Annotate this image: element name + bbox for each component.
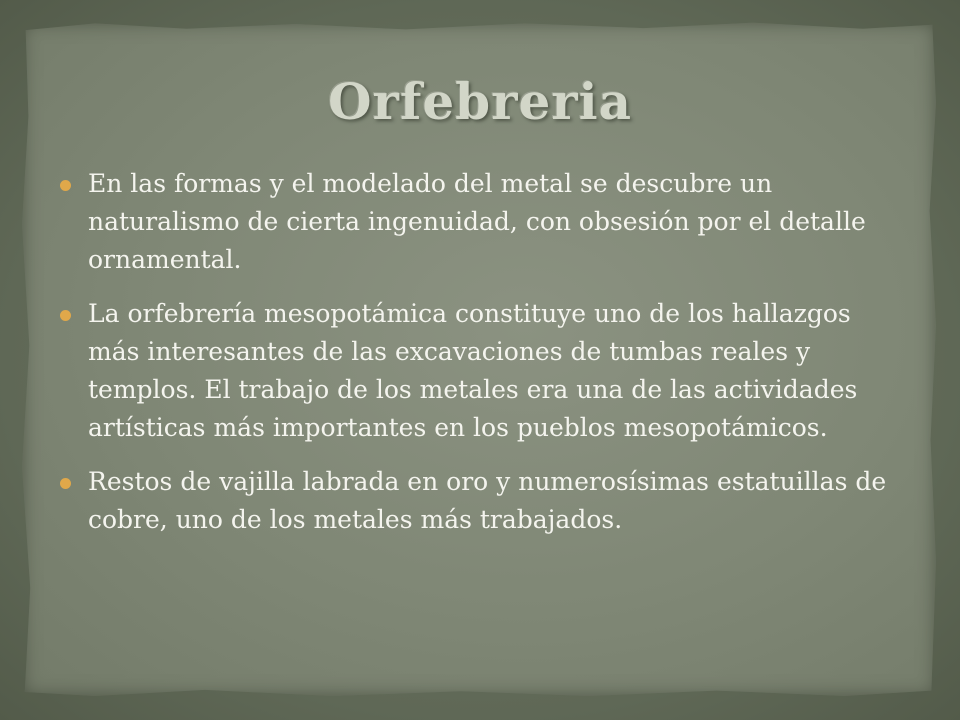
bullet-item [56, 295, 896, 447]
bullet-list [56, 165, 896, 555]
bullet-item [56, 165, 896, 279]
bullet-dot-icon [60, 478, 71, 489]
bullet-item [56, 463, 896, 539]
bullet-dot-icon [60, 180, 71, 191]
bullet-dot-icon [60, 310, 71, 321]
bullet-text: La orfebrería mesopotámica constituye uno de los hallazgos más interesantes de las excavaciones de tumbas reales y templos. El trabajo de los metales era una de las actividades artísticas más importantes en los pueblos mesopotámicos. [88, 299, 858, 442]
bullet-text: En las formas y el modelado del metal se descubre un naturalismo de cierta ingenuidad, con obsesión por el detalle ornamental. [88, 169, 866, 274]
bullet-text: Restos de vajilla labrada en oro y numerosísimas estatuillas de cobre, uno de los metales más trabajados. [88, 467, 887, 534]
slide-title: Orfebreria [327, 72, 633, 131]
